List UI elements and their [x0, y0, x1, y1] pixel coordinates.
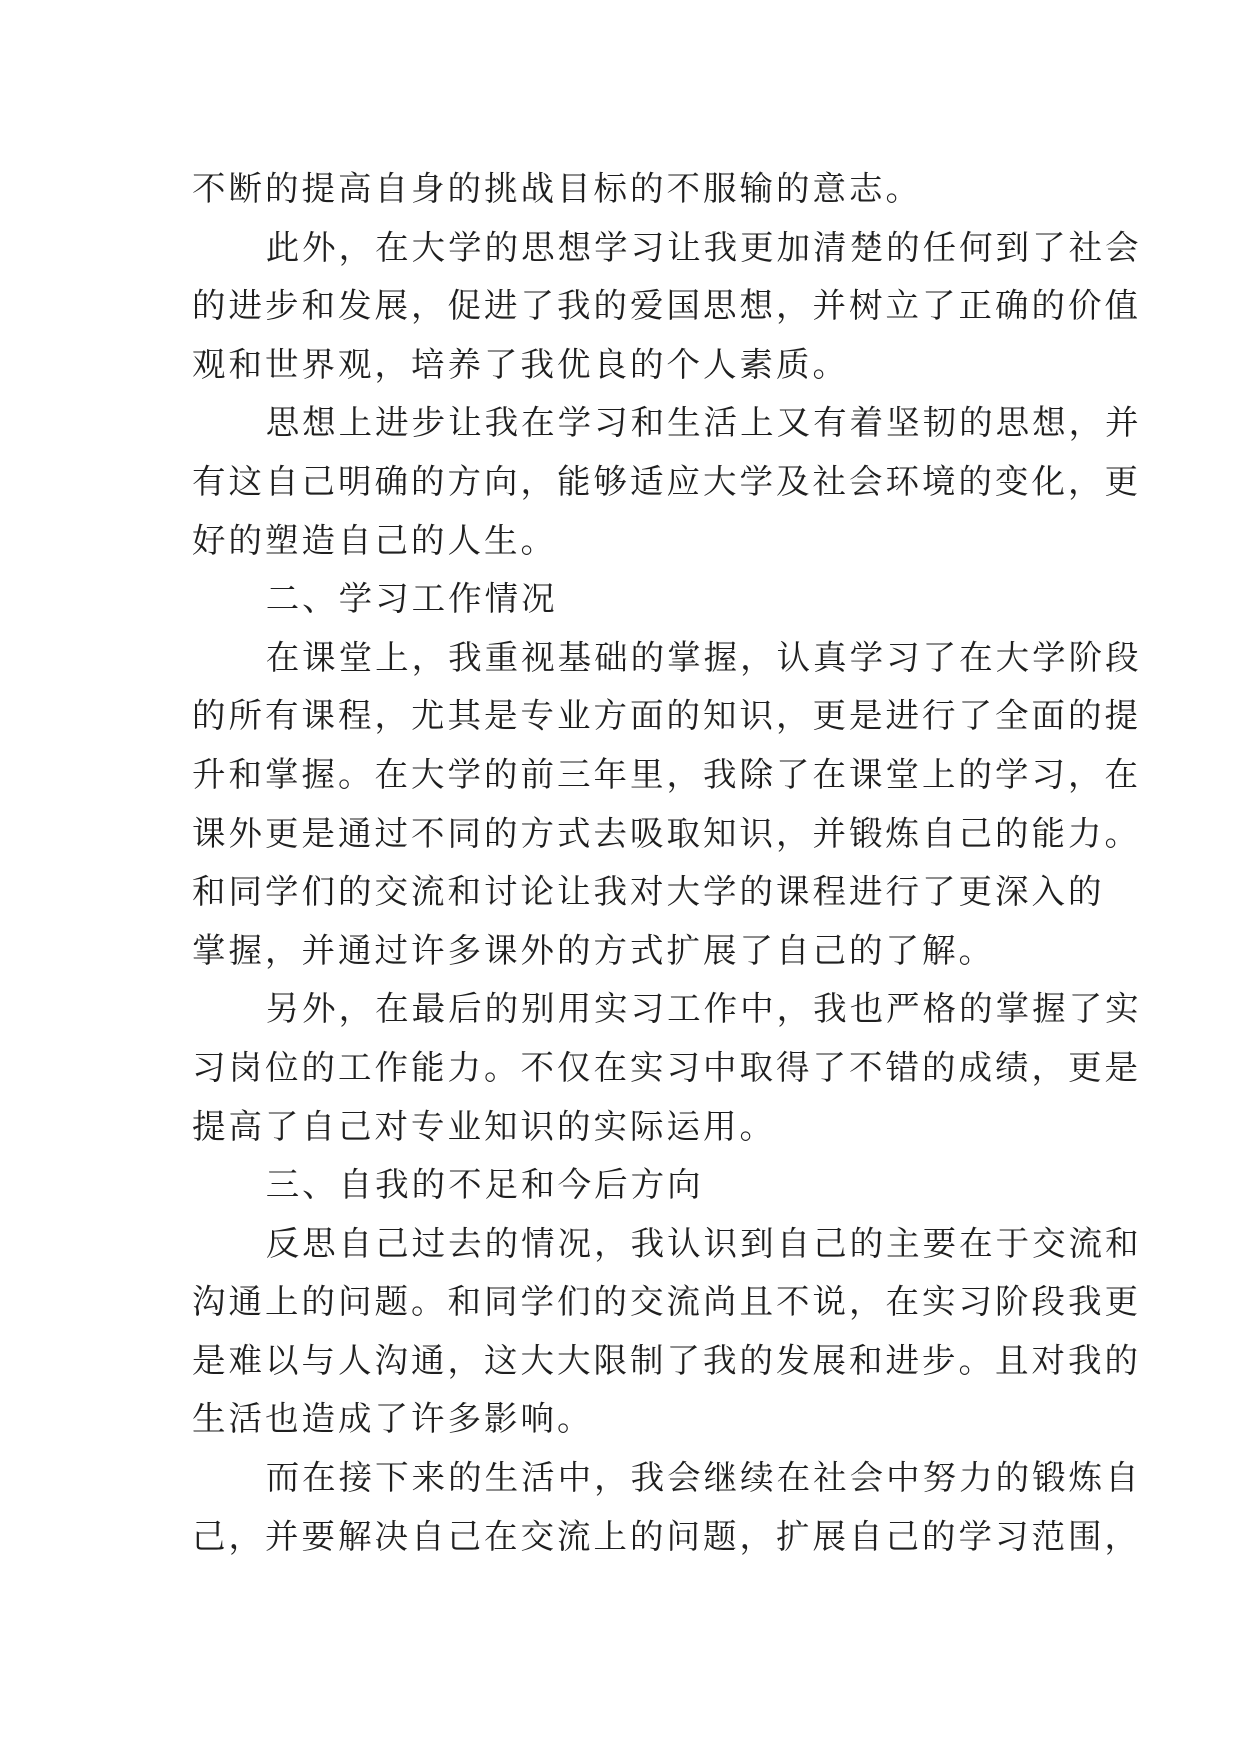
text-line: 而在接下来的生活中，我会继续在社会中努力的锻炼自	[265, 1458, 1142, 1498]
text-line: 观和世界观，培养了我优良的个人素质。	[192, 344, 849, 384]
paragraph-9	[192, 1449, 1142, 1566]
text-line: 二、学习工作情况	[265, 579, 558, 619]
text-line: 和同学们的交流和讨论让我对大学的课程进行了更深入的	[192, 872, 1105, 912]
text-line: 在课堂上，我重视基础的掌握，认真学习了在大学阶段	[265, 637, 1142, 677]
text-line: 的所有课程，尤其是专业方面的知识，更是进行了全面的提	[192, 696, 1141, 736]
text-line: 反思自己过去的情况，我认识到自己的主要在于交流和	[265, 1223, 1142, 1263]
text-line: 的进步和发展，促进了我的爱国思想，并树立了正确的价值	[192, 286, 1141, 326]
text-line: 掌握，并通过许多课外的方式扩展了自己的了解。	[192, 930, 995, 970]
text-line: 己，并要解决自己在交流上的问题，扩展自己的学习范围，	[192, 1516, 1141, 1556]
text-line: 好的塑造自己的人生。	[192, 520, 557, 560]
paragraph-5	[192, 629, 1142, 981]
text-line: 此外，在大学的思想学习让我更加清楚的任何到了社会	[265, 227, 1142, 267]
section-heading-2	[192, 570, 1062, 629]
text-line: 另外，在最后的别用实习工作中，我也严格的掌握了实	[265, 989, 1142, 1029]
paragraph-3	[192, 394, 1142, 570]
text-line: 沟通上的问题。和同学们的交流尚且不说，在实习阶段我更	[192, 1282, 1141, 1322]
section-heading-3	[192, 1156, 1062, 1215]
paragraph-2	[192, 219, 1142, 395]
text-line: 是难以与人沟通，这大大限制了我的发展和进步。且对我的	[192, 1340, 1141, 1380]
text-line: 习岗位的工作能力。不仅在实习中取得了不错的成绩，更是	[192, 1047, 1141, 1087]
document-body	[192, 160, 1142, 1566]
text-line: 生活也造成了许多影响。	[192, 1399, 594, 1439]
text-line: 不断的提高自身的挑战目标的不服输的意志。	[192, 169, 922, 208]
text-line: 三、自我的不足和今后方向	[265, 1165, 704, 1205]
text-line: 升和掌握。在大学的前三年里，我除了在课堂上的学习，在	[192, 754, 1141, 794]
paragraph-6	[192, 980, 1142, 1156]
text-line: 课外更是通过不同的方式去吸取知识，并锻炼自己的能力。	[192, 813, 1141, 853]
paragraph-1	[192, 160, 1062, 219]
paragraph-8	[192, 1215, 1142, 1449]
text-line: 提高了自己对专业知识的实际运用。	[192, 1106, 776, 1146]
text-line: 有这自己明确的方向，能够适应大学及社会环境的变化，更	[192, 461, 1141, 501]
text-line: 思想上进步让我在学习和生活上又有着坚韧的思想，并	[265, 403, 1142, 443]
